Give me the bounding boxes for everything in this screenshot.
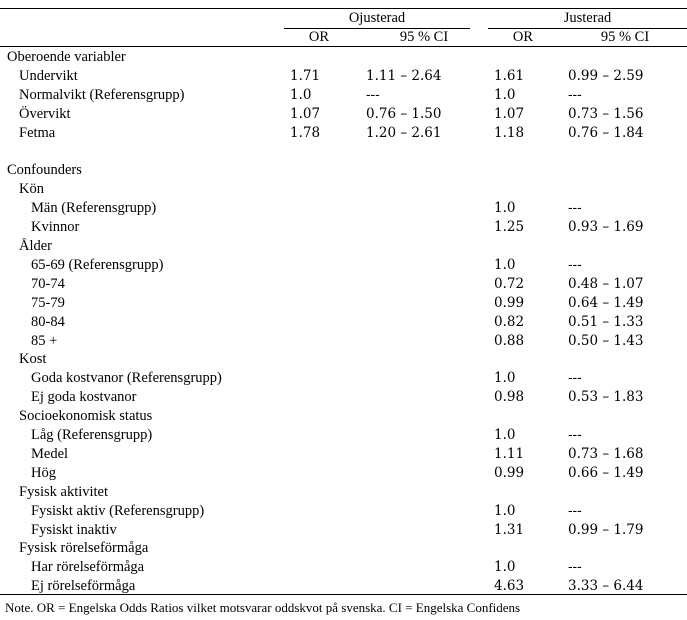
cell-ci2: --- — [568, 559, 582, 576]
row-label: Fysiskt aktiv (Referensgrupp) — [31, 502, 205, 519]
cell-ci1: 1.11 – 2.64 — [366, 67, 442, 84]
row-label: Normalvikt (Referensgrupp) — [19, 86, 185, 103]
cell-ci2: 0.48 – 1.07 — [568, 275, 644, 292]
cell-or2: 0.99 — [494, 294, 525, 311]
cell-ci1: --- — [366, 86, 380, 103]
cell-or2: 1.31 — [494, 521, 525, 538]
cell-or1: 1.0 — [290, 86, 312, 103]
row-label: 70-74 — [31, 275, 65, 292]
cell-ci2: 0.93 – 1.69 — [568, 219, 644, 236]
cell-or2: 1.0 — [494, 559, 516, 576]
cell-or2: 1.25 — [494, 219, 525, 236]
col-header-ci-adjusted: 95 % CI — [600, 29, 650, 45]
cell-ci2: 3.33 – 6.44 — [568, 578, 644, 595]
cell-or2: 1.0 — [494, 370, 516, 387]
cell-or2: 1.0 — [494, 427, 516, 443]
row-label: Har rörelseförmåga — [31, 559, 145, 576]
cell-ci2: 0.99 – 1.79 — [568, 521, 644, 538]
col-header-or-adjusted: OR — [512, 29, 534, 45]
group-header-unadjusted: Ojusterad — [348, 10, 406, 26]
cell-or2: 0.82 — [494, 313, 525, 330]
row-label: Kost — [19, 351, 47, 368]
row-label: Fysisk rörelseförmåga — [19, 540, 149, 557]
row-label: Goda kostvanor (Referensgrupp) — [31, 370, 222, 387]
row-label: Kön — [19, 181, 44, 198]
row-label: Undervikt — [19, 67, 78, 84]
cell-ci2: 0.66 – 1.49 — [568, 464, 644, 481]
cell-or2: 0.88 — [494, 332, 525, 349]
row-label: Fetma — [19, 124, 56, 141]
cell-ci2: 0.50 – 1.43 — [568, 332, 644, 349]
row-label: Medel — [31, 445, 69, 462]
cell-or1: 1.78 — [290, 124, 321, 141]
cell-or1: 1.71 — [290, 67, 321, 84]
cell-ci2: --- — [568, 200, 582, 217]
cell-ci2: 0.73 – 1.56 — [568, 105, 644, 122]
cell-ci1: 1.20 – 2.61 — [366, 124, 442, 141]
row-label: Ej rörelseförmåga — [31, 578, 136, 595]
row-label: Socioekonomisk status — [19, 408, 153, 425]
row-label: Fysisk aktivitet — [19, 483, 109, 500]
cell-ci2: 0.76 – 1.84 — [568, 124, 644, 141]
row-label: Ej goda kostvanor — [31, 389, 137, 406]
cell-or2: 0.72 — [494, 275, 525, 292]
row-label: Låg (Referensgrupp) — [31, 427, 153, 443]
cell-ci2: 0.53 – 1.83 — [568, 389, 644, 406]
header-bottom-rule — [0, 46, 687, 47]
footnote: Note. OR = Engelska Odds Ratios vilket motsvarar oddskvot på svenska. CI = Engelska Confidens — [5, 600, 521, 615]
cell-ci2: 0.51 – 1.33 — [568, 313, 644, 330]
cell-ci2: --- — [568, 370, 582, 387]
cell-ci2: 0.99 – 2.59 — [568, 67, 644, 84]
col-header-ci-unadjusted: 95 % CI — [399, 29, 449, 45]
row-label: 65-69 (Referensgrupp) — [31, 256, 164, 273]
cell-or2: 1.0 — [494, 256, 516, 273]
cell-or2: 1.18 — [494, 124, 525, 141]
cell-or2: 1.0 — [494, 200, 516, 217]
row-label: Confounders — [7, 162, 82, 179]
row-label: Hög — [31, 464, 56, 481]
cell-ci2: --- — [568, 502, 582, 519]
cell-ci2: 0.73 – 1.68 — [568, 445, 644, 462]
cell-ci2: 0.64 – 1.49 — [568, 294, 644, 311]
cell-ci2: --- — [568, 256, 582, 273]
row-label: 80-84 — [31, 313, 65, 330]
cell-or2: 0.98 — [494, 389, 525, 406]
row-label: Kvinnor — [31, 219, 80, 236]
cell-or2: 1.11 — [494, 445, 525, 462]
cell-ci2: --- — [568, 427, 582, 443]
cell-or2: 1.07 — [494, 105, 525, 122]
row-label: Fysiskt inaktiv — [31, 521, 117, 538]
row-label: Män (Referensgrupp) — [31, 200, 157, 217]
row-label: Övervikt — [19, 105, 71, 122]
cell-or2: 1.61 — [494, 67, 525, 84]
cell-or2: 1.0 — [494, 502, 516, 519]
cell-or1: 1.07 — [290, 105, 321, 122]
col-header-or-unadjusted: OR — [308, 29, 330, 45]
cell-or2: 4.63 — [494, 578, 525, 595]
cell-or2: 1.0 — [494, 86, 516, 103]
row-label: Oberoende variabler — [7, 49, 126, 65]
row-label: Ålder — [19, 238, 53, 254]
row-label: 85 + — [31, 332, 58, 349]
cell-ci2: --- — [568, 86, 582, 103]
cell-or2: 0.99 — [494, 464, 525, 481]
cell-ci1: 0.76 – 1.50 — [366, 105, 442, 122]
row-label: 75-79 — [31, 294, 65, 311]
group-header-adjusted: Justerad — [563, 10, 612, 26]
